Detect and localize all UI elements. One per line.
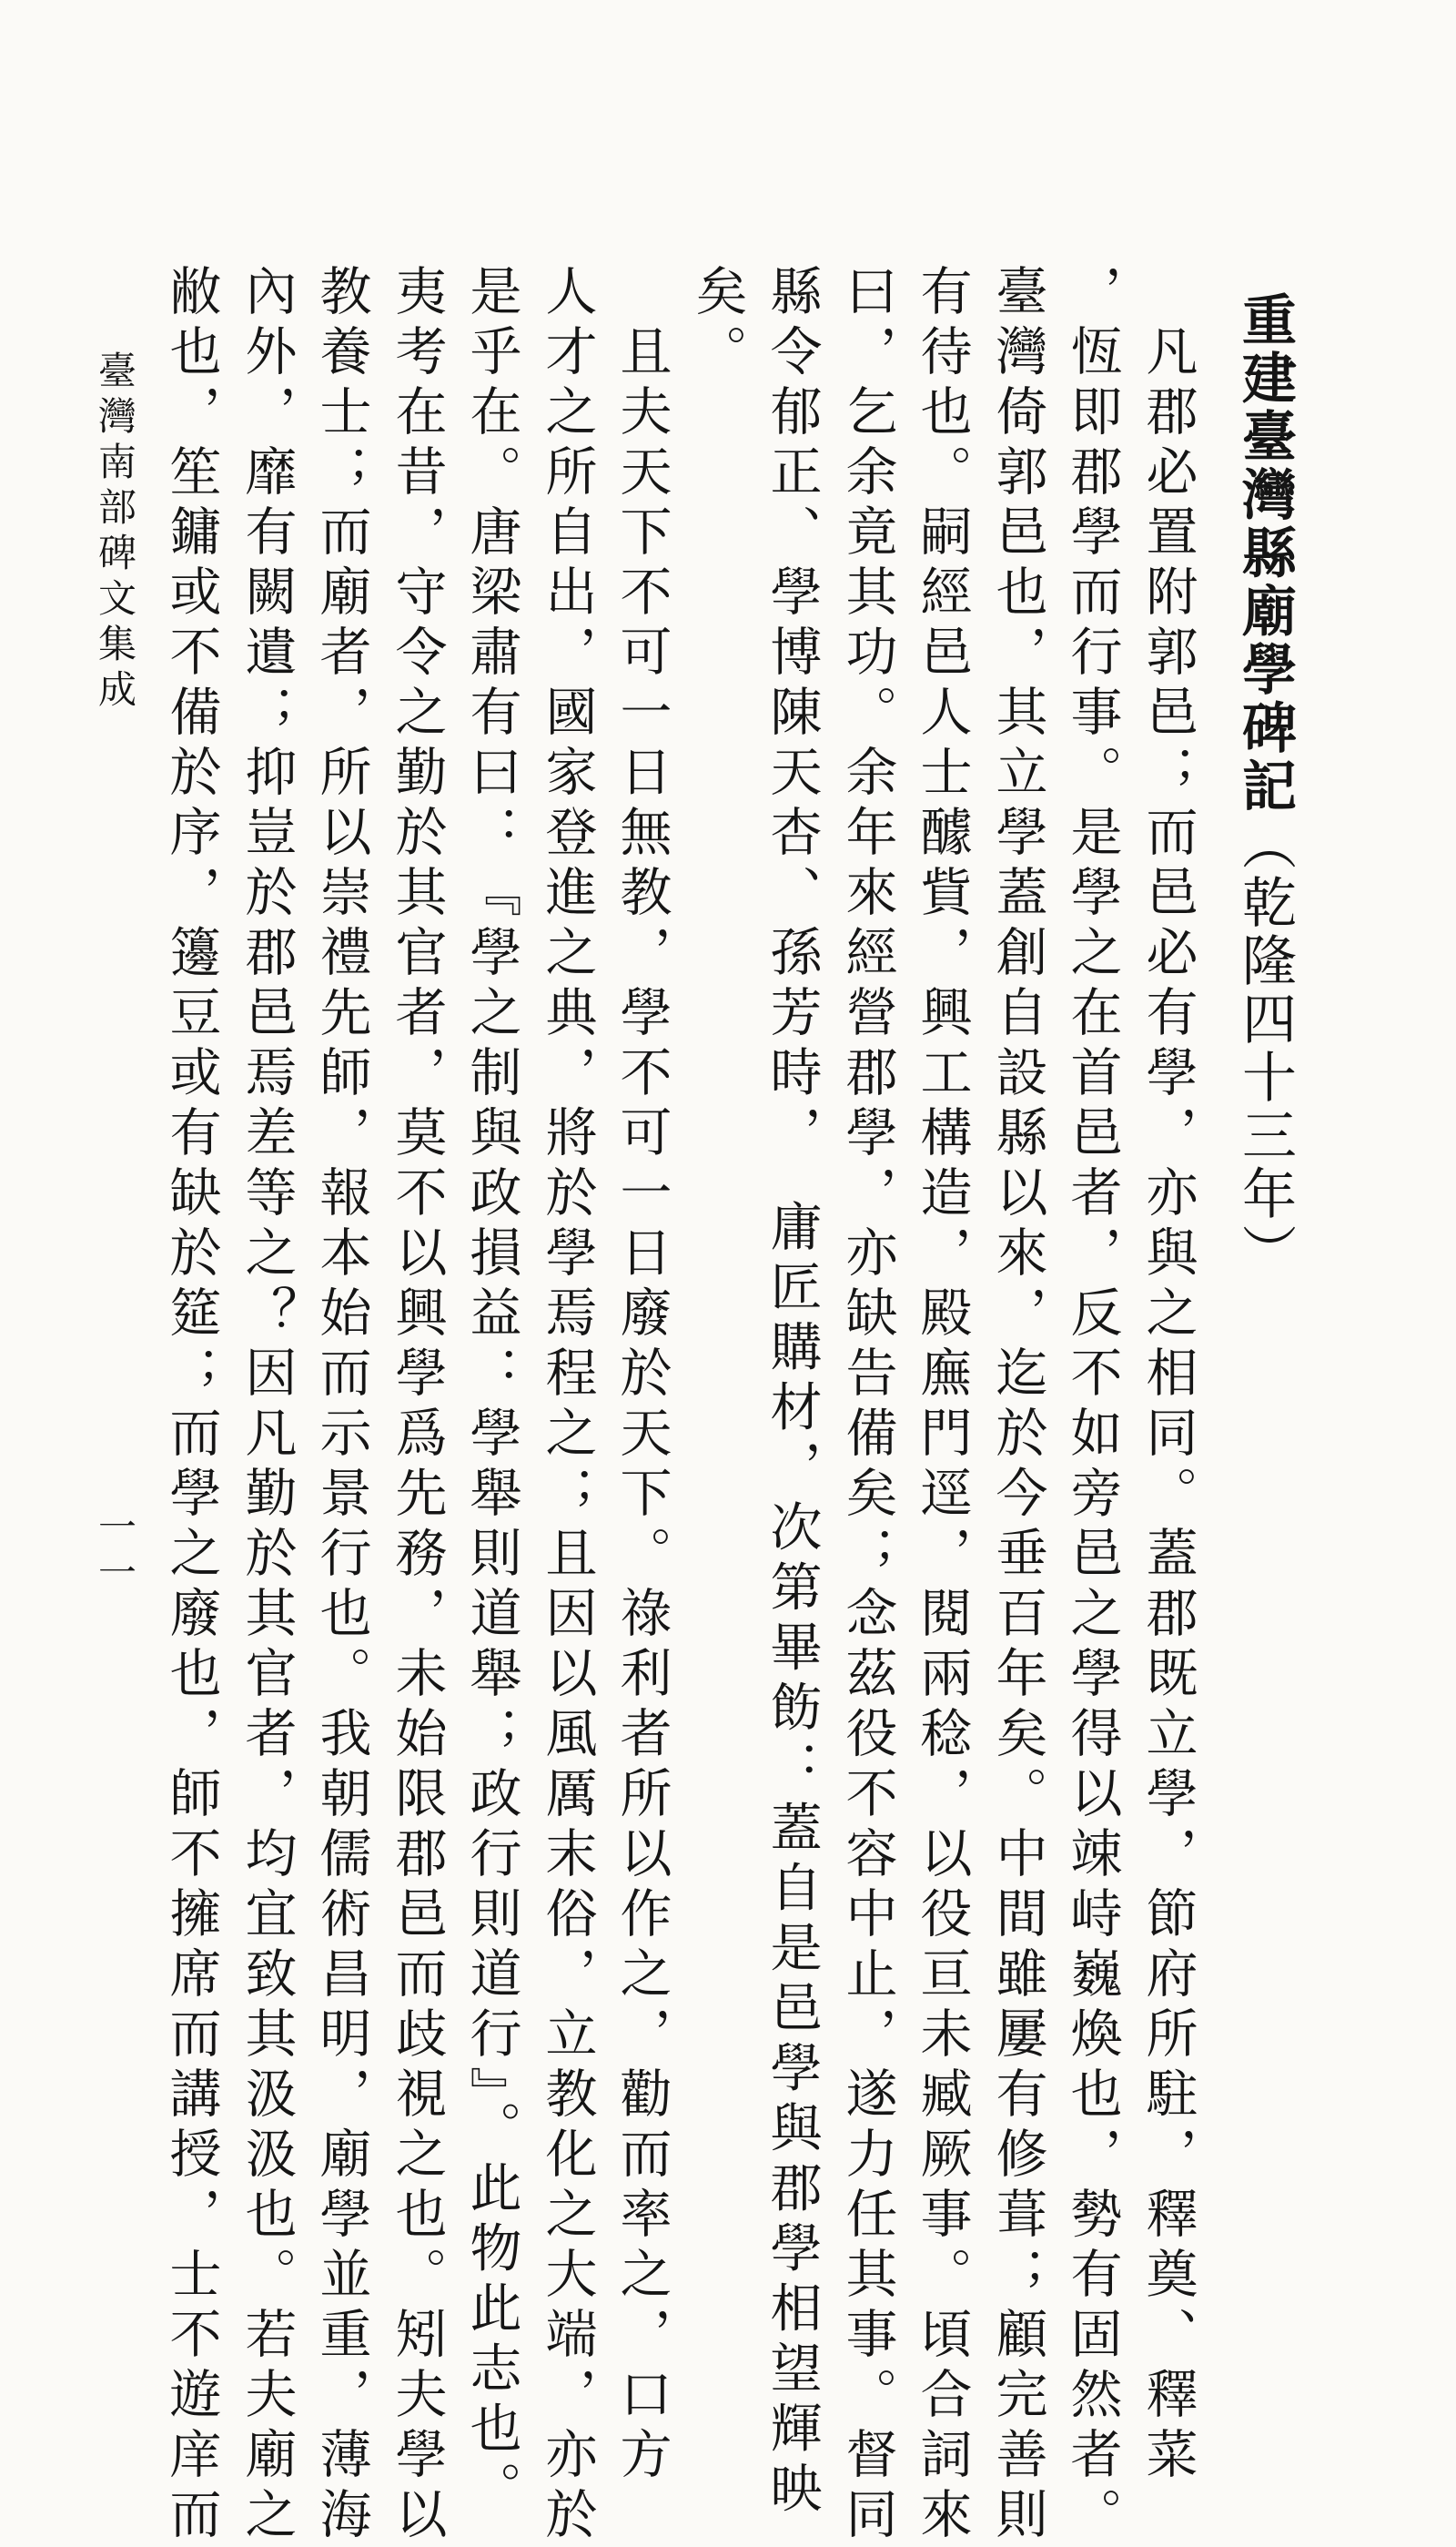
text-column-11: 夷考在昔，守令之勤於其官者，莫不以興學爲先務，未始限郡邑而歧視之也。矧夫學以 [387, 264, 447, 2547]
title-main: 重建臺灣縣廟學碑記 [1233, 291, 1297, 816]
text-column-8: 且夫天下不可一日無教，學不可一日廢於天下。祿利者所以作之，勸而率之，口方 [612, 264, 672, 2487]
text-column-1: 凡郡必置附郭邑；而邑必有學，亦與之相同。蓋郡既立學，節府所駐，釋奠、釋菜 [1138, 264, 1198, 2487]
document-title [1224, 291, 1306, 1282]
text-column-6: 縣令郁正、學博陳天杏、孫芳時， 庸匠購材，次第畢飭：蓋自是邑學與郡學相望輝映 [762, 264, 822, 2522]
text-column-4: 有待也。嗣經邑人士醵貲，興工構造，殿廡門逕，閱兩稔，以役亘未臧厥事。頃合詞來 [912, 264, 972, 2547]
text-column-7: 矣。 [687, 264, 747, 384]
running-footer-book-title: 臺灣南部碑文集成 [93, 350, 137, 715]
text-column-13: 內外，靡有闕遺；抑豈於郡邑焉差等之？因凡勤於其官者，均宜致其汲汲也。若夫廟之 [237, 264, 297, 2547]
title-date: （乾隆四十三年） [1233, 816, 1297, 1282]
page-number: 一一 [93, 1507, 137, 1598]
text-column-2: ，恆即郡學而行事。是學之在首邑者，反不如旁邑之學得以竦峙巍煥也，勢有固然者。 [1062, 264, 1122, 2547]
text-column-10: 是乎在。唐梁肅有曰：『學之制與政損益：學舉則道舉；政行則道行』。此物此志也。 [461, 264, 521, 2522]
text-column-5: 曰，乞余竟其功。余年來經營郡學，亦缺告備矣；念茲役不容中止，遂力任其事。督同 [837, 264, 897, 2547]
text-column-9: 人才之所自出，國家登進之典，將於學焉程之；且因以風厲末俗，立教化之大端，亦於 [537, 264, 597, 2547]
text-column-3: 臺灣倚郭邑也，其立學蓋創自設縣以來，迄於今垂百年矣。中間雖屢有修葺；顧完善則 [987, 264, 1047, 2547]
text-column-12: 教養士；而廟者，所以崇禮先師，報本始而示景行也。我朝儒術昌明，廟學並重，薄海 [311, 264, 371, 2547]
text-column-14: 敝也，笙鏞或不備於序，籩豆或有缺於筵；而學之廢也，師不擁席而講授，士不遊庠而 [161, 264, 221, 2547]
